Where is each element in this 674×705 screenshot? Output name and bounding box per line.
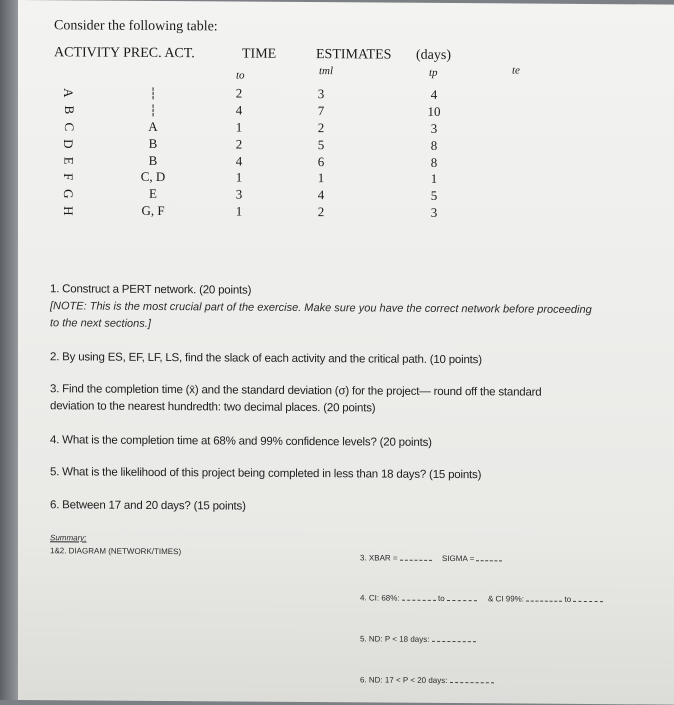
table-cell: 1 [235,119,243,135]
table-cell: 4 [235,153,243,169]
table-cell: 4 [235,102,243,118]
summary-ci99: & CI 99%: to [488,591,603,604]
table-cell: 8 [430,154,438,170]
tm-column [311,86,331,221]
table-cell: 7 [317,102,325,119]
table-cell: 3 [430,120,438,136]
summary-ci68: 4. CI: 68%: to [360,590,477,603]
table-cell: H [61,206,77,216]
table-cell: 3 [317,86,325,102]
nd1720-blank[interactable] [450,673,494,683]
table-cell: 1 [235,169,243,186]
table-cell: C, D [140,169,166,185]
question-6: 6. Between 17 and 20 days? (15 points) [50,499,246,513]
header-activity: ACTIVITY PREC. ACT. [54,45,195,62]
nd18-blank[interactable] [432,632,476,642]
table-cell: 1 [235,203,243,219]
activity-column [58,84,78,219]
question-2: 2. By using ES, EF, LF, LS, find the slack of each activity and the critical path. (10 points) [50,351,482,367]
summary-nd-17-20: 6. ND: 17 < P < 20 days: [360,672,494,685]
ci99-low-blank[interactable] [526,592,562,602]
summary-heading: Summary: [50,533,87,543]
sigma-blank[interactable] [476,551,502,561]
xbar-blank[interactable] [400,551,432,561]
table-cell: 2 [235,85,243,101]
predecessor-column [126,85,180,221]
table-cell: B [148,135,158,151]
question-1-note: [NOTE: This is the most crucial part of the exercise. Make sure you have the correct network before proceeding [50,300,592,317]
table-cell: 10 [427,103,441,119]
question-3: 3. Find the completion time (x̄) and the standard deviation (σ) for the project— round off the standard [50,383,542,399]
tp-column [422,87,446,222]
summary-diagram: 1&2. DIAGRAM (NETWORK/TIMES) [50,546,182,557]
sub-to: to [236,69,245,82]
table-cell: 4 [317,187,325,203]
table-cell: 3 [430,205,438,221]
table-cell: 5 [430,188,438,204]
table-cell: E [149,186,157,202]
table-cell: A [61,88,77,98]
summary-sigma: SIGMA = [442,551,502,563]
table-cell: 4 [430,86,438,102]
summary-nd-18: 5. ND: P < 18 days: [360,631,476,644]
table-cell: D [61,138,77,149]
table-cell: 3 [235,186,243,202]
question-5: 5. What is the likelihood of this project being completed in less than 18 days? (15 points) [50,466,482,482]
ci68-low-blank[interactable] [402,591,436,601]
table-cell: 2 [317,119,325,135]
question-3-cont: deviation to the nearest hundredth: two decimal places. (20 points) [50,400,376,415]
table-cell: --- [146,86,162,100]
table-cell: A [148,118,158,134]
header-estimates: ESTIMATES [316,47,392,63]
table-cell: F [61,173,77,181]
table-cell: 8 [430,137,438,153]
sub-tm: tml [319,65,334,78]
table-cell: G, F [141,203,165,219]
ci68-high-blank[interactable] [447,591,477,601]
table-cell: 2 [235,136,243,152]
table-cell: 1 [430,171,438,187]
table-cell: 5 [317,136,325,152]
question-4: 4. What is the completion time at 68% and 99% confidence levels? (20 points) [50,434,432,449]
sub-tp: tp [429,66,438,79]
question-1: 1. Construct a PERT network. (20 points) [50,283,252,297]
page-title: Consider the following table: [54,18,218,35]
header-days: (days) [416,47,451,64]
paper-sheet [18,0,674,705]
question-1-note-cont: to the next sections.] [50,317,151,330]
table-cell: --- [146,103,162,117]
table-cell: C [61,122,77,131]
table-cell: 2 [317,204,325,220]
table-cell: G [61,189,77,199]
header-time: TIME [242,46,277,62]
summary-xbar: 3. XBAR = [360,550,432,563]
table-cell: 1 [317,170,325,186]
table-cell: E [61,156,77,165]
table-cell: 6 [317,153,325,169]
to-column [229,85,249,220]
table-cell: B [61,105,77,115]
ci99-high-blank[interactable] [573,592,603,602]
table-cell: B [148,152,158,168]
sub-te: te [512,64,520,77]
